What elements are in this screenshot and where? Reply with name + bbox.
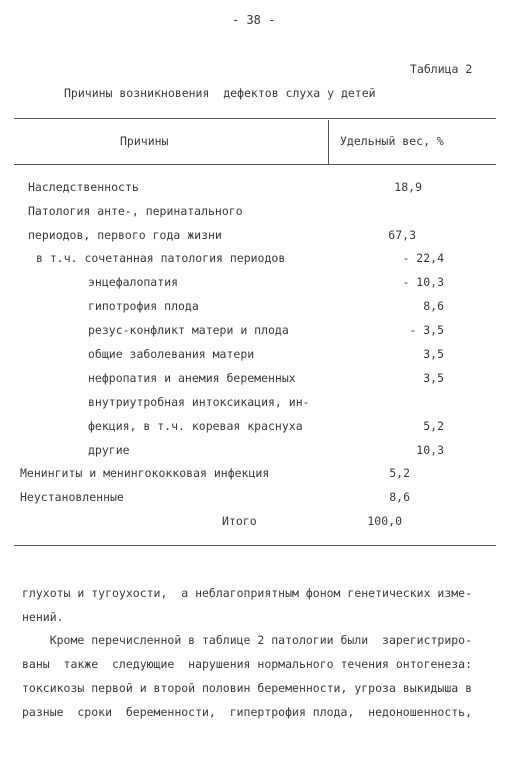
body-text-line: токсикозы первой и второй половин беременности, угроза выкидыша в	[22, 681, 473, 695]
row-label: другие	[88, 443, 130, 457]
row-label: Неустановленные	[20, 490, 124, 504]
row-value: 3,5	[423, 347, 444, 361]
body-text-line: ваны также следующие нарушения нормального течения онтогенеза:	[22, 657, 473, 671]
row-value: 67,3	[388, 228, 416, 242]
row-label: периодов, первого года жизни	[28, 228, 222, 242]
table-top-rule	[14, 118, 496, 119]
row-label: нефропатия и анемия беременных	[88, 371, 296, 385]
table-label: Таблица 2	[410, 62, 473, 76]
row-value: 10,3	[416, 443, 444, 457]
body-text-line: Кроме перечисленной в таблице 2 патологии были зарегистриро-	[22, 633, 473, 647]
row-label: энцефалопатия	[88, 275, 179, 289]
row-label: резус-конфликт матери и плода	[88, 323, 289, 337]
page-number: - 38 -	[232, 13, 276, 27]
header-column-divider	[328, 120, 329, 164]
total-value: 100,0	[367, 514, 402, 528]
row-value: - 3,5	[409, 323, 444, 337]
row-label: общие заболевания матери	[88, 347, 255, 361]
row-value: - 22,4	[402, 251, 444, 265]
row-value: 8,6	[423, 299, 444, 313]
row-label: фекция, в т.ч. коревая краснуха	[88, 419, 303, 433]
body-text-line: глухоты и тугоухости, а неблагоприятным фоном генетических изме-	[22, 586, 473, 600]
row-value: 5,2	[389, 466, 410, 480]
column-header-causes: Причины	[120, 134, 169, 148]
table-bottom-rule	[14, 545, 496, 546]
table-title: Причины возникновения дефектов слуха у детей	[64, 86, 376, 100]
table-header-rule	[14, 164, 496, 165]
row-value: 3,5	[423, 371, 444, 385]
row-value: 5,2	[423, 419, 444, 433]
body-text-line: нений.	[22, 610, 64, 624]
total-label: Итого	[222, 514, 257, 528]
row-value: 18,9	[394, 180, 422, 194]
row-label: Менингиты и менингококковая инфекция	[20, 466, 270, 480]
column-header-weight: Удельный вес, %	[340, 134, 444, 148]
body-text-line: разные сроки беременности, гипертрофия плода, недоношенность,	[22, 705, 473, 719]
row-label: Наследственность	[28, 180, 139, 194]
row-label: в т.ч. сочетанная патология периодов	[36, 251, 286, 265]
row-label: Патология анте-, перинатального	[28, 204, 243, 218]
row-label: внутриутробная интоксикация, ин-	[88, 395, 310, 409]
row-value: 8,6	[389, 490, 410, 504]
row-value: - 10,3	[402, 275, 444, 289]
row-label: гипотрофия плода	[88, 299, 199, 313]
